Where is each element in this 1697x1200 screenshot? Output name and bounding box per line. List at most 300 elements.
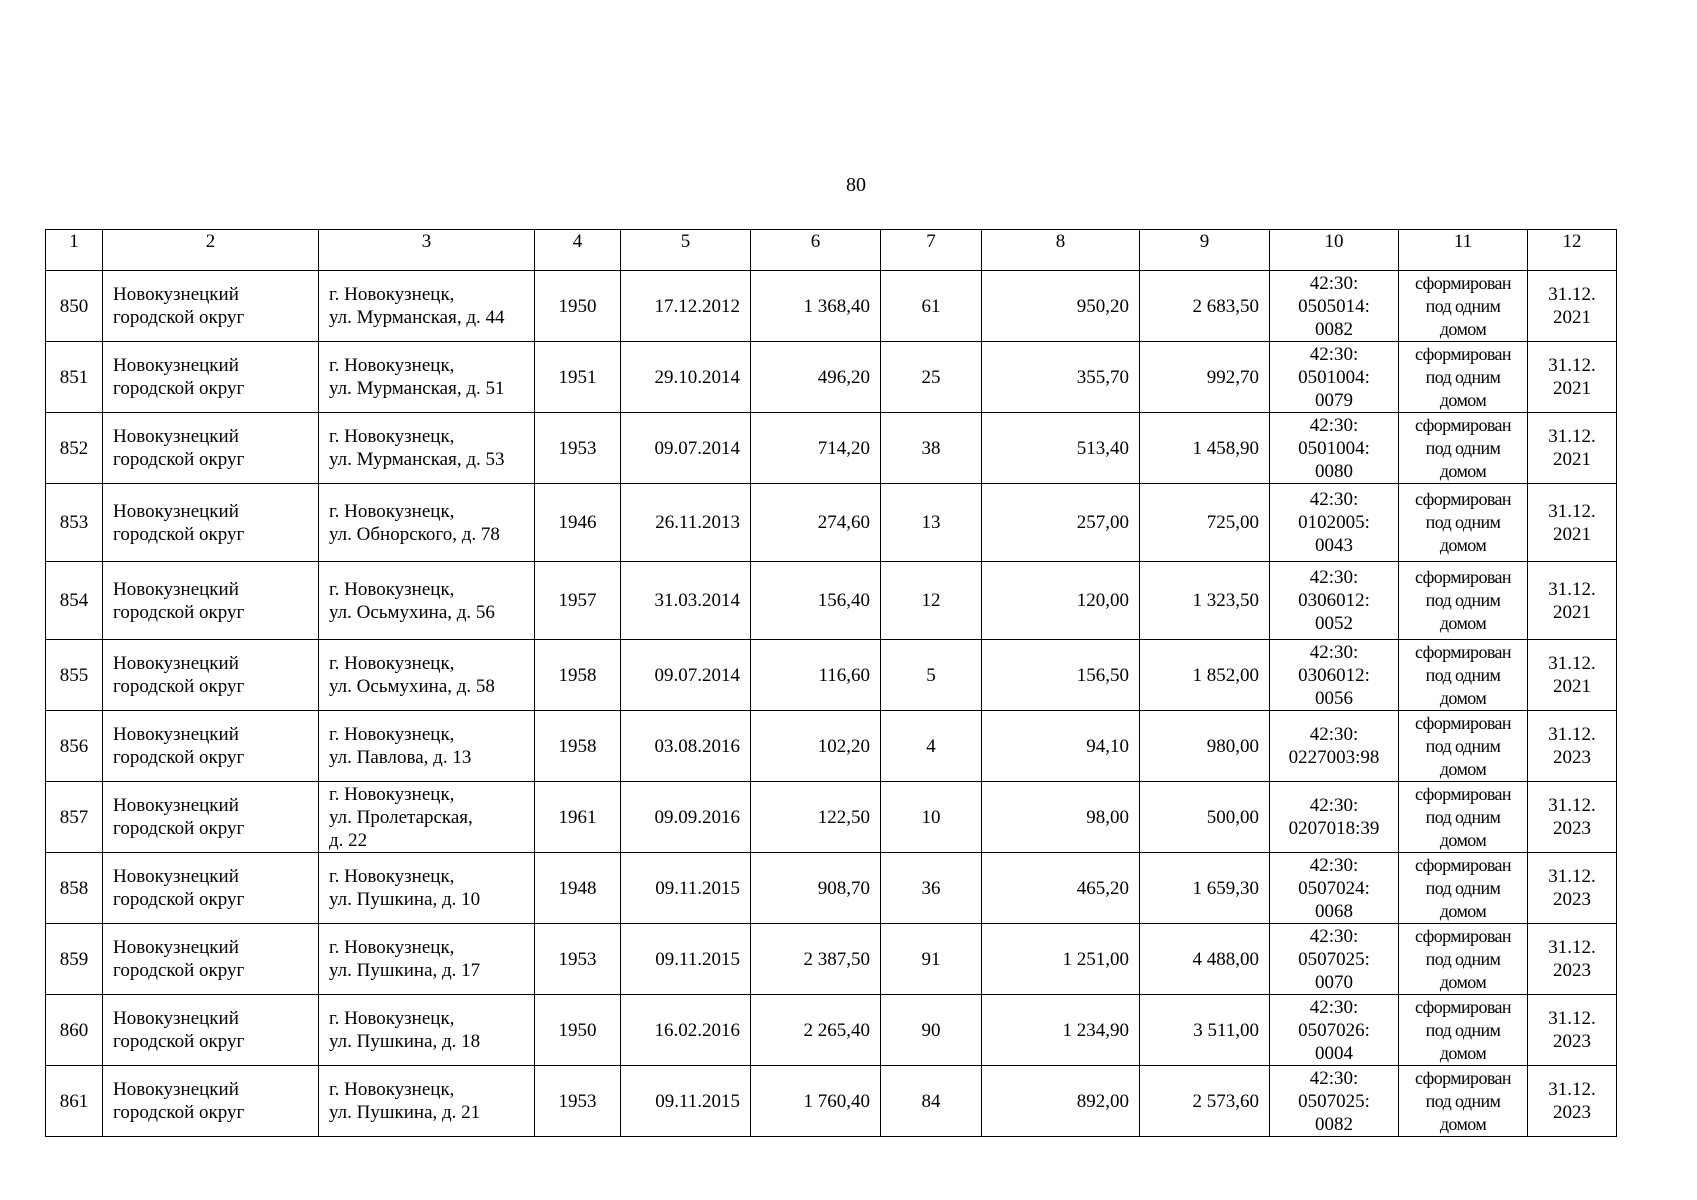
land-status-cell-line: домом [1439, 971, 1487, 992]
row-number-cell: 858 [46, 853, 103, 924]
date-cell: 31.03.2014 [621, 562, 751, 640]
district-cell [103, 782, 319, 853]
cadastral-number-cell [1270, 484, 1399, 562]
address-cell [319, 413, 535, 484]
deadline-cell-line: 2023 [1553, 889, 1591, 910]
district-cell-line: городской округ [113, 1102, 245, 1123]
cadastral-number-cell-line: 0056 [1315, 687, 1353, 709]
cadastral-number-cell-line: 0507025: [1298, 1090, 1370, 1112]
total-area-cell: 908,70 [751, 853, 881, 924]
column-number: 10 [1270, 230, 1399, 271]
table-row [46, 853, 1617, 924]
living-area-cell: 1 234,90 [982, 995, 1140, 1066]
residents-cell: 13 [881, 484, 982, 562]
cadastral-number-cell [1270, 1066, 1399, 1137]
year-built-cell: 1951 [535, 342, 621, 413]
land-status-cell-line: под одним [1425, 437, 1501, 458]
district-cell-line: Новокузнецкий [113, 500, 239, 522]
deadline-cell-line: 31.12. [1548, 724, 1596, 745]
address-cell-line: г. Новокузнецк, [329, 653, 455, 674]
address-cell-line: ул. Пушкина, д. 17 [329, 960, 481, 981]
deadline-cell [1528, 484, 1617, 562]
cadastral-number-cell-line: 0507024: [1298, 877, 1370, 899]
residents-cell: 5 [881, 640, 982, 711]
district-cell [103, 1066, 319, 1137]
land-status-cell [1399, 711, 1528, 782]
row-number-cell: 857 [46, 782, 103, 853]
land-status-cell-line: сформирован [1415, 489, 1511, 509]
address-cell [319, 484, 535, 562]
district-cell-line: городской округ [113, 449, 245, 470]
district-cell-line: городской округ [113, 889, 245, 910]
land-status-cell-line: домом [1439, 1113, 1487, 1134]
land-status-cell-line: под одним [1425, 1019, 1501, 1040]
living-area-cell: 513,40 [982, 413, 1140, 484]
cadastral-number-cell-line: 42:30: [1309, 1067, 1359, 1089]
year-built-cell: 1958 [535, 711, 621, 782]
deadline-cell [1528, 782, 1617, 853]
cadastral-number-cell-line: 0043 [1315, 535, 1353, 556]
district-cell-line: Новокузнецкий [113, 355, 239, 376]
land-area-cell: 4 488,00 [1140, 924, 1270, 995]
land-area-cell: 500,00 [1140, 782, 1270, 853]
living-area-cell: 120,00 [982, 562, 1140, 640]
deadline-cell-line: 2021 [1553, 378, 1591, 399]
address-cell-line: ул. Осьмухина, д. 58 [329, 676, 495, 697]
date-cell: 29.10.2014 [621, 342, 751, 413]
year-built-cell: 1957 [535, 562, 621, 640]
cadastral-number-cell [1270, 995, 1399, 1066]
row-number-cell: 861 [46, 1066, 103, 1137]
district-cell-line: городской округ [113, 818, 245, 839]
column-number: 2 [103, 230, 319, 271]
cadastral-number-cell [1270, 342, 1399, 413]
address-cell [319, 995, 535, 1066]
address-cell-line: д. 22 [329, 829, 368, 851]
land-status-cell-line: под одним [1425, 295, 1501, 316]
cadastral-number-cell-line: 42:30: [1309, 567, 1359, 588]
land-status-cell [1399, 271, 1528, 342]
land-status-cell-line: сформирован [1415, 854, 1511, 875]
cadastral-number-cell-line: 0306012: [1298, 664, 1370, 686]
table-row [46, 413, 1617, 484]
row-number-cell: 852 [46, 413, 103, 484]
deadline-cell-line: 31.12. [1548, 795, 1596, 816]
row-number-cell: 850 [46, 271, 103, 342]
row-number-cell: 859 [46, 924, 103, 995]
table-row [46, 1066, 1617, 1137]
column-number: 5 [621, 230, 751, 271]
residents-cell: 10 [881, 782, 982, 853]
district-cell-line: Новокузнецкий [113, 1079, 239, 1100]
deadline-cell [1528, 711, 1617, 782]
land-status-cell-line: под одним [1425, 366, 1501, 387]
cadastral-number-cell [1270, 271, 1399, 342]
deadline-cell-line: 2023 [1553, 747, 1591, 768]
total-area-cell: 714,20 [751, 413, 881, 484]
district-cell-line: городской округ [113, 307, 245, 328]
land-status-cell-line: под одним [1425, 735, 1501, 756]
deadline-cell-line: 2023 [1553, 1031, 1591, 1052]
address-cell-line: ул. Пролетарская, [329, 806, 473, 828]
row-number-cell: 860 [46, 995, 103, 1066]
row-number-cell: 853 [46, 484, 103, 562]
cadastral-number-cell-line: 42:30: [1309, 854, 1359, 876]
living-area-cell: 94,10 [982, 711, 1140, 782]
district-cell-line: городской округ [113, 747, 245, 768]
column-number: 3 [319, 230, 535, 271]
district-cell-line: городской округ [113, 378, 245, 399]
residents-cell: 91 [881, 924, 982, 995]
district-cell [103, 640, 319, 711]
land-area-cell: 2 573,60 [1140, 1066, 1270, 1137]
deadline-cell-line: 2021 [1553, 601, 1591, 623]
address-cell [319, 271, 535, 342]
cadastral-number-cell-line: 42:30: [1309, 996, 1359, 1018]
year-built-cell: 1946 [535, 484, 621, 562]
table-row [46, 271, 1617, 342]
cadastral-number-cell-line: 0004 [1315, 1042, 1353, 1064]
row-number-cell: 855 [46, 640, 103, 711]
year-built-cell: 1953 [535, 1066, 621, 1137]
land-status-cell-line: сформирован [1415, 925, 1511, 946]
land-area-cell: 992,70 [1140, 342, 1270, 413]
table-row [46, 995, 1617, 1066]
living-area-cell: 1 251,00 [982, 924, 1140, 995]
total-area-cell: 122,50 [751, 782, 881, 853]
cadastral-number-cell-line: 0079 [1315, 389, 1353, 411]
address-cell-line: г. Новокузнецк, [329, 578, 455, 600]
total-area-cell: 274,60 [751, 484, 881, 562]
land-status-cell [1399, 924, 1528, 995]
residents-cell: 38 [881, 413, 982, 484]
deadline-cell-line: 31.12. [1548, 284, 1596, 305]
land-status-cell-line: сформирован [1415, 712, 1511, 733]
year-built-cell: 1950 [535, 271, 621, 342]
land-status-cell-line: домом [1439, 389, 1487, 410]
total-area-cell: 102,20 [751, 711, 881, 782]
address-cell-line: ул. Мурманская, д. 53 [329, 449, 505, 470]
year-built-cell: 1958 [535, 640, 621, 711]
deadline-cell-line: 2023 [1553, 960, 1591, 981]
date-cell: 09.07.2014 [621, 413, 751, 484]
cadastral-number-cell [1270, 640, 1399, 711]
land-status-cell-line: сформирован [1415, 414, 1511, 435]
living-area-cell: 156,50 [982, 640, 1140, 711]
deadline-cell-line: 2023 [1553, 818, 1591, 839]
total-area-cell: 2 387,50 [751, 924, 881, 995]
cadastral-number-cell-line: 0068 [1315, 900, 1353, 922]
district-cell-line: городской округ [113, 1031, 245, 1052]
living-area-cell: 950,20 [982, 271, 1140, 342]
district-cell-line: Новокузнецкий [113, 1008, 239, 1029]
land-status-cell [1399, 853, 1528, 924]
district-cell-line: Новокузнецкий [113, 653, 239, 674]
living-area-cell: 98,00 [982, 782, 1140, 853]
address-cell-line: г. Новокузнецк, [329, 284, 455, 305]
deadline-cell [1528, 640, 1617, 711]
address-cell [319, 342, 535, 413]
living-area-cell: 465,20 [982, 853, 1140, 924]
column-number: 4 [535, 230, 621, 271]
deadline-cell-line: 31.12. [1548, 1079, 1596, 1100]
total-area-cell: 116,60 [751, 640, 881, 711]
address-cell-line: г. Новокузнецк, [329, 724, 455, 745]
residents-cell: 12 [881, 562, 982, 640]
district-cell [103, 484, 319, 562]
total-area-cell: 1 760,40 [751, 1066, 881, 1137]
table-row [46, 782, 1617, 853]
address-cell-line: ул. Мурманская, д. 51 [329, 378, 505, 399]
land-status-cell-line: под одним [1425, 1090, 1501, 1111]
address-cell-line: ул. Павлова, д. 13 [329, 747, 472, 768]
land-status-cell-line: сформирован [1415, 783, 1511, 804]
deadline-cell [1528, 924, 1617, 995]
land-status-cell-line: под одним [1425, 948, 1501, 969]
table-row [46, 484, 1617, 562]
land-status-cell-line: домом [1439, 1042, 1487, 1063]
living-area-cell: 892,00 [982, 1066, 1140, 1137]
address-cell [319, 1066, 535, 1137]
land-status-cell [1399, 413, 1528, 484]
land-status-cell-line: сформирован [1415, 272, 1511, 293]
deadline-cell [1528, 995, 1617, 1066]
deadline-cell-line: 31.12. [1548, 426, 1596, 447]
cadastral-number-cell-line: 42:30: [1309, 414, 1359, 436]
cadastral-number-cell [1270, 562, 1399, 640]
date-cell: 09.11.2015 [621, 853, 751, 924]
address-cell-line: г. Новокузнецк, [329, 937, 455, 958]
column-number: 9 [1140, 230, 1270, 271]
address-cell [319, 853, 535, 924]
table-row [46, 342, 1617, 413]
cadastral-number-cell-line: 0306012: [1298, 590, 1370, 611]
address-cell [319, 562, 535, 640]
land-area-cell: 1 323,50 [1140, 562, 1270, 640]
row-number-cell: 856 [46, 711, 103, 782]
land-status-cell-line: под одним [1425, 806, 1501, 827]
table-row [46, 640, 1617, 711]
address-cell [319, 924, 535, 995]
district-cell-line: городской округ [113, 523, 245, 545]
district-cell [103, 995, 319, 1066]
address-cell-line: ул. Пушкина, д. 18 [329, 1031, 481, 1052]
district-cell-line: Новокузнецкий [113, 578, 239, 600]
land-area-cell: 3 511,00 [1140, 995, 1270, 1066]
land-status-cell-line: домом [1439, 829, 1487, 850]
deadline-cell [1528, 413, 1617, 484]
cadastral-number-cell [1270, 924, 1399, 995]
land-status-cell-line: под одним [1425, 877, 1501, 898]
cadastral-number-cell-line: 42:30: [1309, 795, 1359, 816]
date-cell: 09.11.2015 [621, 1066, 751, 1137]
column-number: 8 [982, 230, 1140, 271]
table-row [46, 711, 1617, 782]
cadastral-number-cell-line: 42:30: [1309, 489, 1359, 510]
address-cell-line: ул. Пушкина, д. 10 [329, 889, 481, 910]
date-cell: 26.11.2013 [621, 484, 751, 562]
deadline-cell-line: 31.12. [1548, 578, 1596, 600]
cadastral-number-cell-line: 0052 [1315, 613, 1353, 634]
table-row [46, 562, 1617, 640]
cadastral-number-cell-line: 0501004: [1298, 366, 1370, 388]
district-cell [103, 562, 319, 640]
address-cell-line: ул. Осьмухина, д. 56 [329, 601, 495, 623]
deadline-cell [1528, 562, 1617, 640]
deadline-cell-line: 31.12. [1548, 1008, 1596, 1029]
year-built-cell: 1961 [535, 782, 621, 853]
page-number: 80 [846, 174, 866, 196]
land-area-cell: 1 659,30 [1140, 853, 1270, 924]
cadastral-number-cell-line: 42:30: [1309, 343, 1359, 365]
living-area-cell: 257,00 [982, 484, 1140, 562]
cadastral-number-cell-line: 42:30: [1309, 724, 1359, 745]
cadastral-number-cell-line: 0102005: [1298, 512, 1370, 533]
cadastral-number-cell-line: 0207018:39 [1288, 818, 1380, 839]
district-cell-line: городской округ [113, 676, 245, 697]
cadastral-number-cell-line: 0501004: [1298, 437, 1370, 459]
district-cell-line: Новокузнецкий [113, 724, 239, 745]
address-cell-line: г. Новокузнецк, [329, 500, 455, 522]
living-area-cell: 355,70 [982, 342, 1140, 413]
year-built-cell: 1948 [535, 853, 621, 924]
date-cell: 09.11.2015 [621, 924, 751, 995]
cadastral-number-cell-line: 0080 [1315, 460, 1353, 482]
residents-cell: 90 [881, 995, 982, 1066]
date-cell: 17.12.2012 [621, 271, 751, 342]
land-status-cell-line: сформирован [1415, 343, 1511, 364]
date-cell: 16.02.2016 [621, 995, 751, 1066]
row-number-cell: 851 [46, 342, 103, 413]
district-cell [103, 853, 319, 924]
address-cell-line: ул. Обнорского, д. 78 [329, 523, 500, 545]
land-status-cell-line: под одним [1425, 590, 1501, 610]
land-status-cell [1399, 640, 1528, 711]
address-cell-line: г. Новокузнецк, [329, 426, 455, 447]
cadastral-number-cell-line: 0227003:98 [1288, 747, 1380, 768]
residents-cell: 36 [881, 853, 982, 924]
land-status-cell [1399, 562, 1528, 640]
address-cell-line: ул. Пушкина, д. 21 [329, 1102, 481, 1123]
cadastral-number-cell-line: 42:30: [1309, 925, 1359, 947]
land-area-cell: 2 683,50 [1140, 271, 1270, 342]
cadastral-number-cell-line: 0507026: [1298, 1019, 1370, 1041]
address-cell [319, 782, 535, 853]
land-status-cell [1399, 342, 1528, 413]
land-status-cell-line: сформирован [1415, 567, 1511, 587]
cadastral-number-cell-line: 0070 [1315, 971, 1353, 993]
address-cell [319, 711, 535, 782]
land-status-cell [1399, 1066, 1528, 1137]
address-cell-line: г. Новокузнецк, [329, 1079, 455, 1100]
deadline-cell [1528, 271, 1617, 342]
district-cell [103, 271, 319, 342]
cadastral-number-cell [1270, 711, 1399, 782]
total-area-cell: 1 368,40 [751, 271, 881, 342]
column-number: 6 [751, 230, 881, 271]
land-status-cell [1399, 782, 1528, 853]
deadline-cell [1528, 342, 1617, 413]
row-number-cell: 854 [46, 562, 103, 640]
district-cell-line: Новокузнецкий [113, 284, 239, 305]
land-status-cell-line: домом [1439, 460, 1487, 481]
land-area-cell: 980,00 [1140, 711, 1270, 782]
land-status-cell-line: сформирован [1415, 641, 1511, 662]
year-built-cell: 1953 [535, 413, 621, 484]
date-cell: 03.08.2016 [621, 711, 751, 782]
cadastral-number-cell-line: 0082 [1315, 318, 1353, 340]
district-cell-line: городской округ [113, 601, 245, 623]
land-status-cell-line: сформирован [1415, 1067, 1511, 1088]
deadline-cell-line: 31.12. [1548, 500, 1596, 522]
land-status-cell-line: домом [1439, 318, 1487, 339]
district-cell-line: городской округ [113, 960, 245, 981]
address-cell-line: г. Новокузнецк, [329, 866, 455, 887]
total-area-cell: 2 265,40 [751, 995, 881, 1066]
land-status-cell-line: сформирован [1415, 996, 1511, 1017]
deadline-cell-line: 2021 [1553, 449, 1591, 470]
address-cell-line: г. Новокузнецк, [329, 1008, 455, 1029]
date-cell: 09.07.2014 [621, 640, 751, 711]
land-status-cell-line: домом [1439, 687, 1487, 708]
land-area-cell: 725,00 [1140, 484, 1270, 562]
deadline-cell-line: 2021 [1553, 676, 1591, 697]
column-number: 11 [1399, 230, 1528, 271]
land-status-cell-line: домом [1439, 758, 1487, 779]
column-number: 1 [46, 230, 103, 271]
deadline-cell-line: 31.12. [1548, 866, 1596, 887]
cadastral-number-cell-line: 0082 [1315, 1113, 1353, 1135]
district-cell-line: Новокузнецкий [113, 795, 239, 816]
deadline-cell-line: 31.12. [1548, 937, 1596, 958]
residents-cell: 84 [881, 1066, 982, 1137]
deadline-cell [1528, 853, 1617, 924]
cadastral-number-cell [1270, 853, 1399, 924]
cadastral-number-cell [1270, 782, 1399, 853]
deadline-cell-line: 2023 [1553, 1102, 1591, 1123]
land-area-cell: 1 458,90 [1140, 413, 1270, 484]
deadline-cell-line: 31.12. [1548, 355, 1596, 376]
cadastral-number-cell [1270, 413, 1399, 484]
year-built-cell: 1950 [535, 995, 621, 1066]
cadastral-number-cell-line: 0505014: [1298, 295, 1370, 317]
district-cell [103, 342, 319, 413]
housing-registry-table [45, 229, 1617, 1137]
deadline-cell-line: 2021 [1553, 523, 1591, 545]
table-body [46, 230, 1617, 1137]
land-status-cell-line: под одним [1425, 512, 1501, 532]
cadastral-number-cell-line: 42:30: [1309, 641, 1359, 663]
district-cell-line: Новокузнецкий [113, 866, 239, 887]
total-area-cell: 156,40 [751, 562, 881, 640]
deadline-cell-line: 2021 [1553, 307, 1591, 328]
land-status-cell-line: домом [1439, 613, 1487, 633]
deadline-cell [1528, 1066, 1617, 1137]
deadline-cell-line: 31.12. [1548, 653, 1596, 674]
address-cell-line: г. Новокузнецк, [329, 783, 455, 805]
residents-cell: 61 [881, 271, 982, 342]
district-cell [103, 924, 319, 995]
column-number-row [46, 230, 1617, 271]
district-cell [103, 413, 319, 484]
date-cell: 09.09.2016 [621, 782, 751, 853]
land-status-cell [1399, 484, 1528, 562]
land-status-cell-line: под одним [1425, 664, 1501, 685]
residents-cell: 4 [881, 711, 982, 782]
cadastral-number-cell-line: 0507025: [1298, 948, 1370, 970]
total-area-cell: 496,20 [751, 342, 881, 413]
residents-cell: 25 [881, 342, 982, 413]
